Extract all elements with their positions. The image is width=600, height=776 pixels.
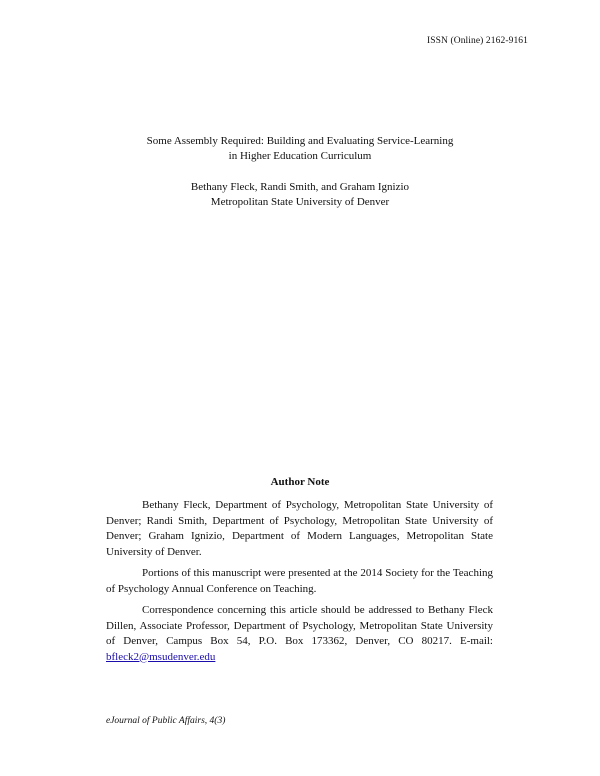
article-title-line-1: Some Assembly Required: Building and Evaluating Service-Learning [146, 135, 454, 147]
author-note-body [106, 498, 493, 671]
issn-label: ISSN (Online) 2162-9161 [427, 36, 528, 46]
email-link[interactable]: bfleck2@msudenver.edu [106, 650, 216, 663]
author-block [0, 180, 600, 210]
correspondence-text: Correspondence concerning this article should be addressed to Bethany Fleck Dillen, Associate Professor, Department of Psychology, Metropolitan State University of Denver, Campus Box 54, P.O. Box 173362, Denver, CO 80217. E-mail: [106, 604, 493, 647]
journal-footer: eJournal of Public Affairs, 4(3) [106, 716, 226, 726]
author-names: Bethany Fleck, Randi Smith, and Graham Ignizio [190, 181, 410, 193]
author-note-affiliations: Bethany Fleck, Department of Psychology, Metropolitan State University of Denver; Randi Smith, Department of Psychology, Metropolitan State University of Denver; Graham Ignizio, Department of Modern Languages, Metropolitan State University of Denver. [106, 499, 493, 558]
author-note-heading: Author Note [270, 476, 330, 488]
article-title-line-2: in Higher Education Curriculum [228, 150, 372, 162]
author-affiliation: Metropolitan State University of Denver [210, 196, 390, 208]
author-note-correspondence [106, 603, 493, 665]
article-title [0, 134, 600, 164]
author-note-presentation: Portions of this manuscript were presented at the 2014 Society for the Teaching of Psychology Annual Conference on Teaching. [106, 567, 493, 595]
